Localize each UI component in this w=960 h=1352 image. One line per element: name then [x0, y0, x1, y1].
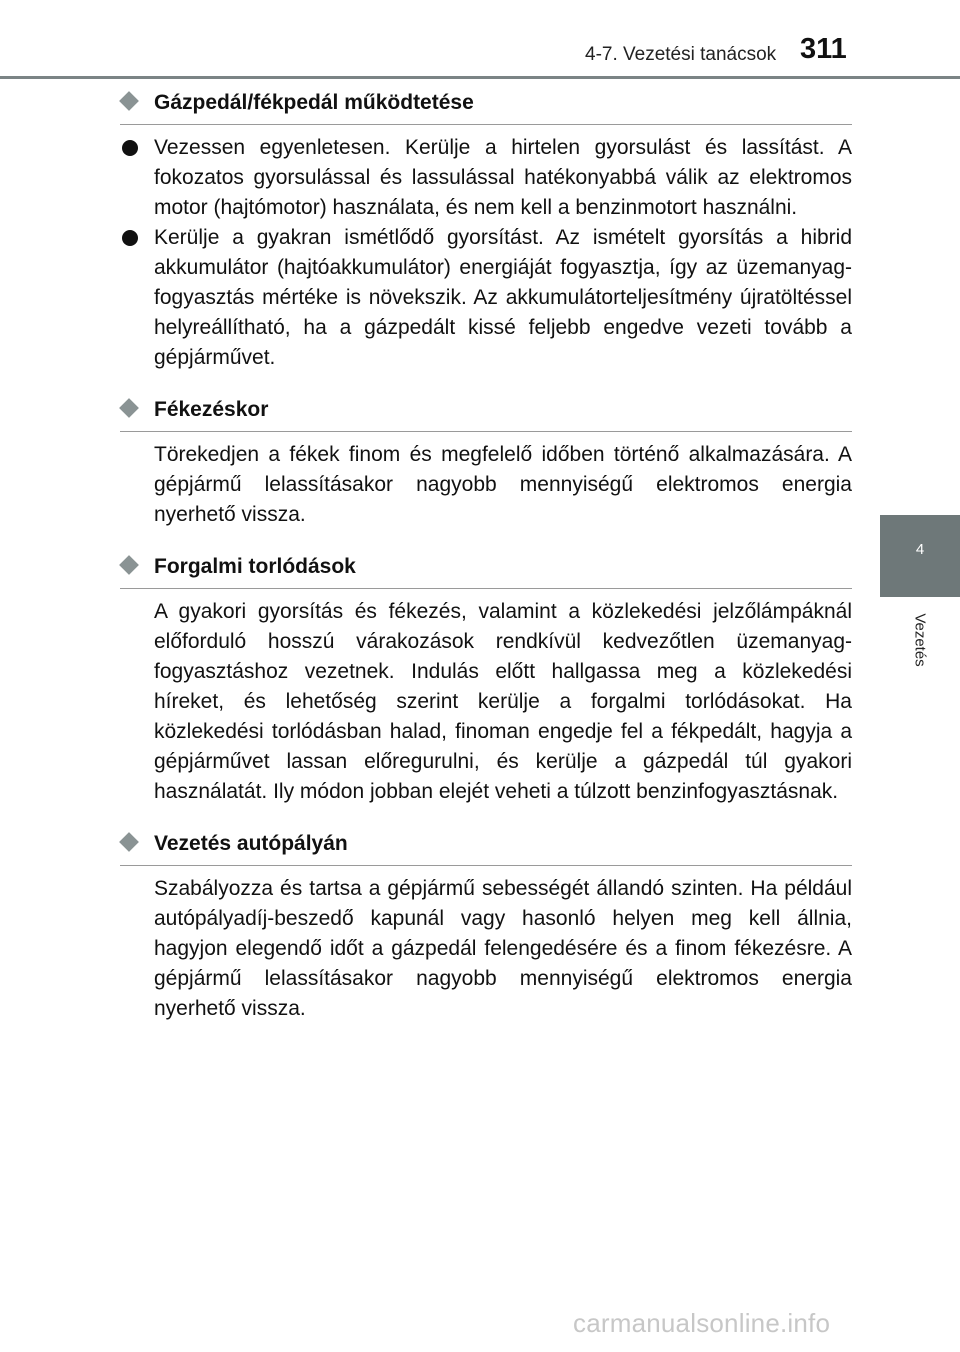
header-rule: [0, 76, 960, 79]
section-heading: [120, 552, 852, 589]
bullet-list: [120, 133, 852, 373]
diamond-bullet-icon: [119, 555, 139, 575]
diamond-bullet-icon: [119, 832, 139, 852]
section-paragraph: A gyakori gyorsítás és fékezés, valamint a közlekedési jelzőlámpáknál előforduló hosszú várakozások rendkívül kedvezőtlen üzemanyag-fogyasztáshoz vezetnek. Indulás előtt hallgassa meg a közlekedési híreket, és lehetőség szerint kerülje a forgalmi torlódásokat. Ha közlekedési torlódásban halad, finoman engedje fel a fékpedált, hagyja a gépjárművet lassan előregurulni, és kerülje a gázpedál túl gyakori használatát. Ily módon jobban elejét veheti a túlzott benzinfogyasztásnak.: [154, 600, 852, 803]
diamond-bullet-icon: [119, 398, 139, 418]
section-paragraph: Szabályozza és tartsa a gépjármű sebességét állandó szinten. Ha például autópályadíj-beszedő kapunál vagy hasonló helyen meg kell állnia, hagyjon elegendő időt a gázpedál felengedésére és a finom fékezésre. A gépjármű lelassításakor nagyobb mennyiségű elektromos energia nyerhető vissza.: [154, 877, 852, 1020]
watermark: carmanualsonline.info: [573, 1308, 831, 1338]
header-section-title: 4-7. Vezetési tanácsok: [585, 44, 777, 65]
chapter-label: Vezetés: [911, 613, 929, 667]
section-braking: [120, 395, 852, 530]
page-content: [120, 88, 852, 1046]
section-highway-driving: [120, 829, 852, 1024]
bullet-dot-icon: [122, 230, 138, 246]
section-heading-text: Vezetés autópályán: [154, 832, 348, 855]
page-number: 311: [800, 33, 847, 65]
chapter-tab: [880, 515, 960, 597]
section-traffic-jams: [120, 552, 852, 807]
section-heading: [120, 395, 852, 432]
section-pedal-operation: [120, 88, 852, 373]
section-heading: [120, 829, 852, 866]
bullet-dot-icon: [122, 140, 138, 156]
diamond-bullet-icon: [119, 91, 139, 111]
list-item-text: Vezessen egyenletesen. Kerülje a hirtelen gyorsulást és lassítást. A fokozatos gyorsulással és lassulással hatékonyabbá válik az elektromos motor (hajtómotor) használata, és nem kell a benzinmotort használni.: [154, 136, 852, 219]
section-heading-text: Forgalmi torlódások: [154, 555, 356, 578]
section-heading-text: Gázpedál/fékpedál működtetése: [154, 91, 474, 114]
section-paragraph: Törekedjen a fékek finom és megfelelő időben történő alkalmazására. A gépjármű lelassításakor nagyobb mennyiségű elektromos energia nyerhető vissza.: [154, 443, 852, 526]
section-heading-text: Fékezéskor: [154, 398, 269, 421]
list-item: [120, 133, 852, 223]
section-heading: [120, 88, 852, 125]
page-header: [0, 0, 960, 80]
list-item-text: Kerülje a gyakran ismétlődő gyorsítást. Az ismételt gyorsítás a hibrid akkumulátor (hajtóakkumulátor) energiáját fogyasztja, így az üzemanyag-fogyasztás mértéke is növekszik. Az akkumulátorteljesítmény újratöltéssel helyreállítható, ha a gázpedált kissé feljebb engedve vezeti tovább a gépjárművet.: [154, 226, 852, 369]
chapter-number: 4: [915, 541, 925, 558]
list-item: [120, 223, 852, 373]
